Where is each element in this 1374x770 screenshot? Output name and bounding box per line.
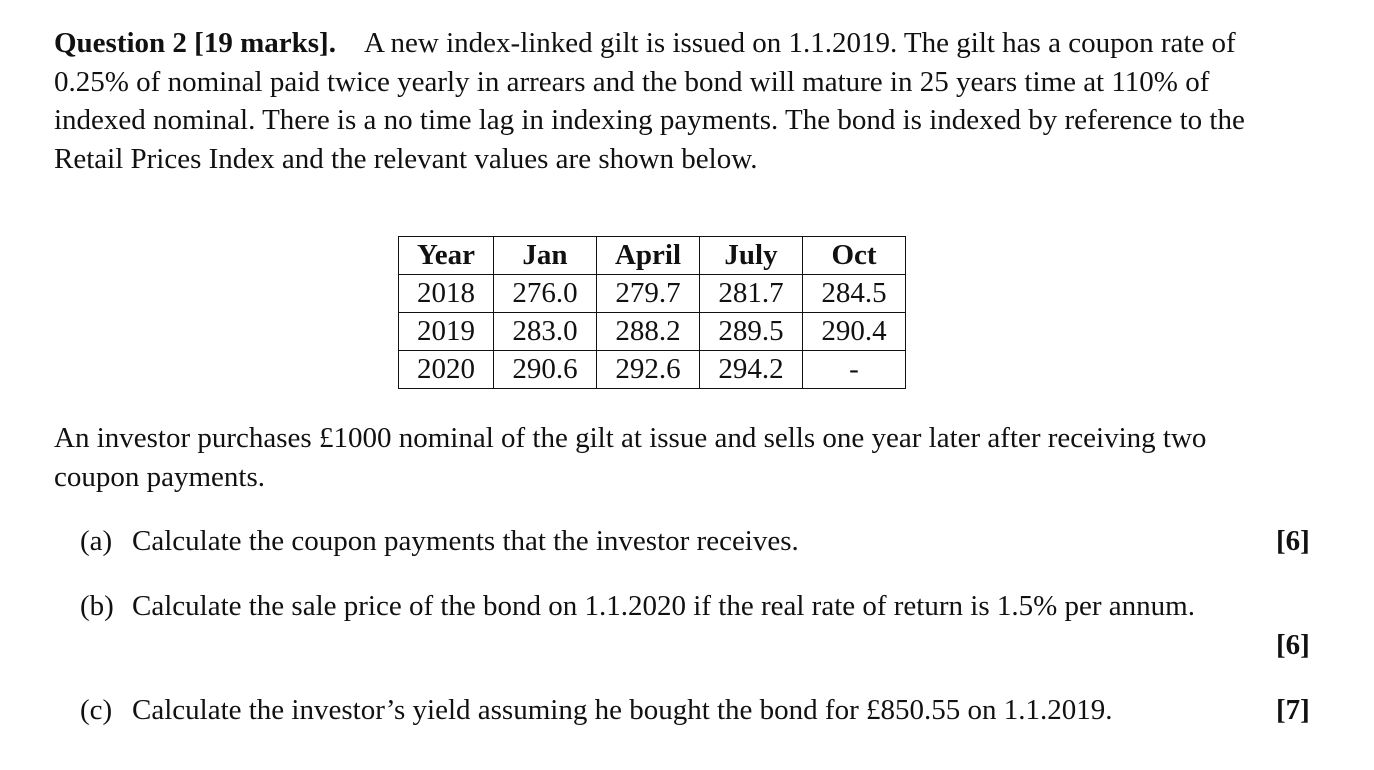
table-cell: 279.7	[597, 275, 700, 313]
part-b-label: (b)	[80, 590, 114, 622]
table-cell: 2019	[399, 313, 494, 351]
table-row	[399, 275, 906, 313]
table-cell: 288.2	[597, 313, 700, 351]
table-cell: 2020	[399, 351, 494, 389]
table-cell: 289.5	[700, 313, 803, 351]
part-a-marks: [6]	[1276, 525, 1310, 557]
table-cell: -	[803, 351, 906, 389]
table-cell: 2018	[399, 275, 494, 313]
investor-paragraph: An investor purchases £1000 nominal of the gilt at issue and sells one year later after receiving two coupon payments.	[54, 422, 1207, 493]
question-intro	[54, 24, 1284, 178]
part-c-marks: [7]	[1276, 694, 1310, 726]
header-july: July	[700, 237, 803, 275]
table-cell: 290.4	[803, 313, 906, 351]
table-cell: 292.6	[597, 351, 700, 389]
header-year: Year	[399, 237, 494, 275]
table-cell: 281.7	[700, 275, 803, 313]
table-row	[399, 313, 906, 351]
table-cell: 290.6	[494, 351, 597, 389]
table-header-row	[399, 237, 906, 275]
header-oct: Oct	[803, 237, 906, 275]
question-intro-text: A new index-linked gilt is issued on 1.1.2019. The gilt has a coupon rate of 0.25% of nominal paid twice yearly in arrears and the bond will mature in 25 years time at 110% of indexed nominal. There is a no time lag in indexing payments. The bond is indexed by reference to the Retail Prices Index and the relevant values are shown below.	[54, 27, 1245, 175]
part-a-text: Calculate the coupon payments that the investor receives.	[132, 525, 799, 557]
table-row	[399, 351, 906, 389]
table-cell: 284.5	[803, 275, 906, 313]
part-b-marks: [6]	[1276, 629, 1310, 661]
rpi-table	[398, 236, 906, 389]
part-c-text: Calculate the investor’s yield assuming he bought the bond for £850.55 on 1.1.2019.	[132, 694, 1113, 726]
part-a-label: (a)	[80, 525, 113, 557]
table-cell: 276.0	[494, 275, 597, 313]
part-b-text: Calculate the sale price of the bond on 1.1.2020 if the real rate of return is 1.5% per annum.	[132, 590, 1195, 622]
header-april: April	[597, 237, 700, 275]
question-heading: Question 2 [19 marks].	[54, 27, 336, 59]
part-c-label: (c)	[80, 694, 113, 726]
table-cell: 294.2	[700, 351, 803, 389]
table-cell: 283.0	[494, 313, 597, 351]
header-jan: Jan	[494, 237, 597, 275]
